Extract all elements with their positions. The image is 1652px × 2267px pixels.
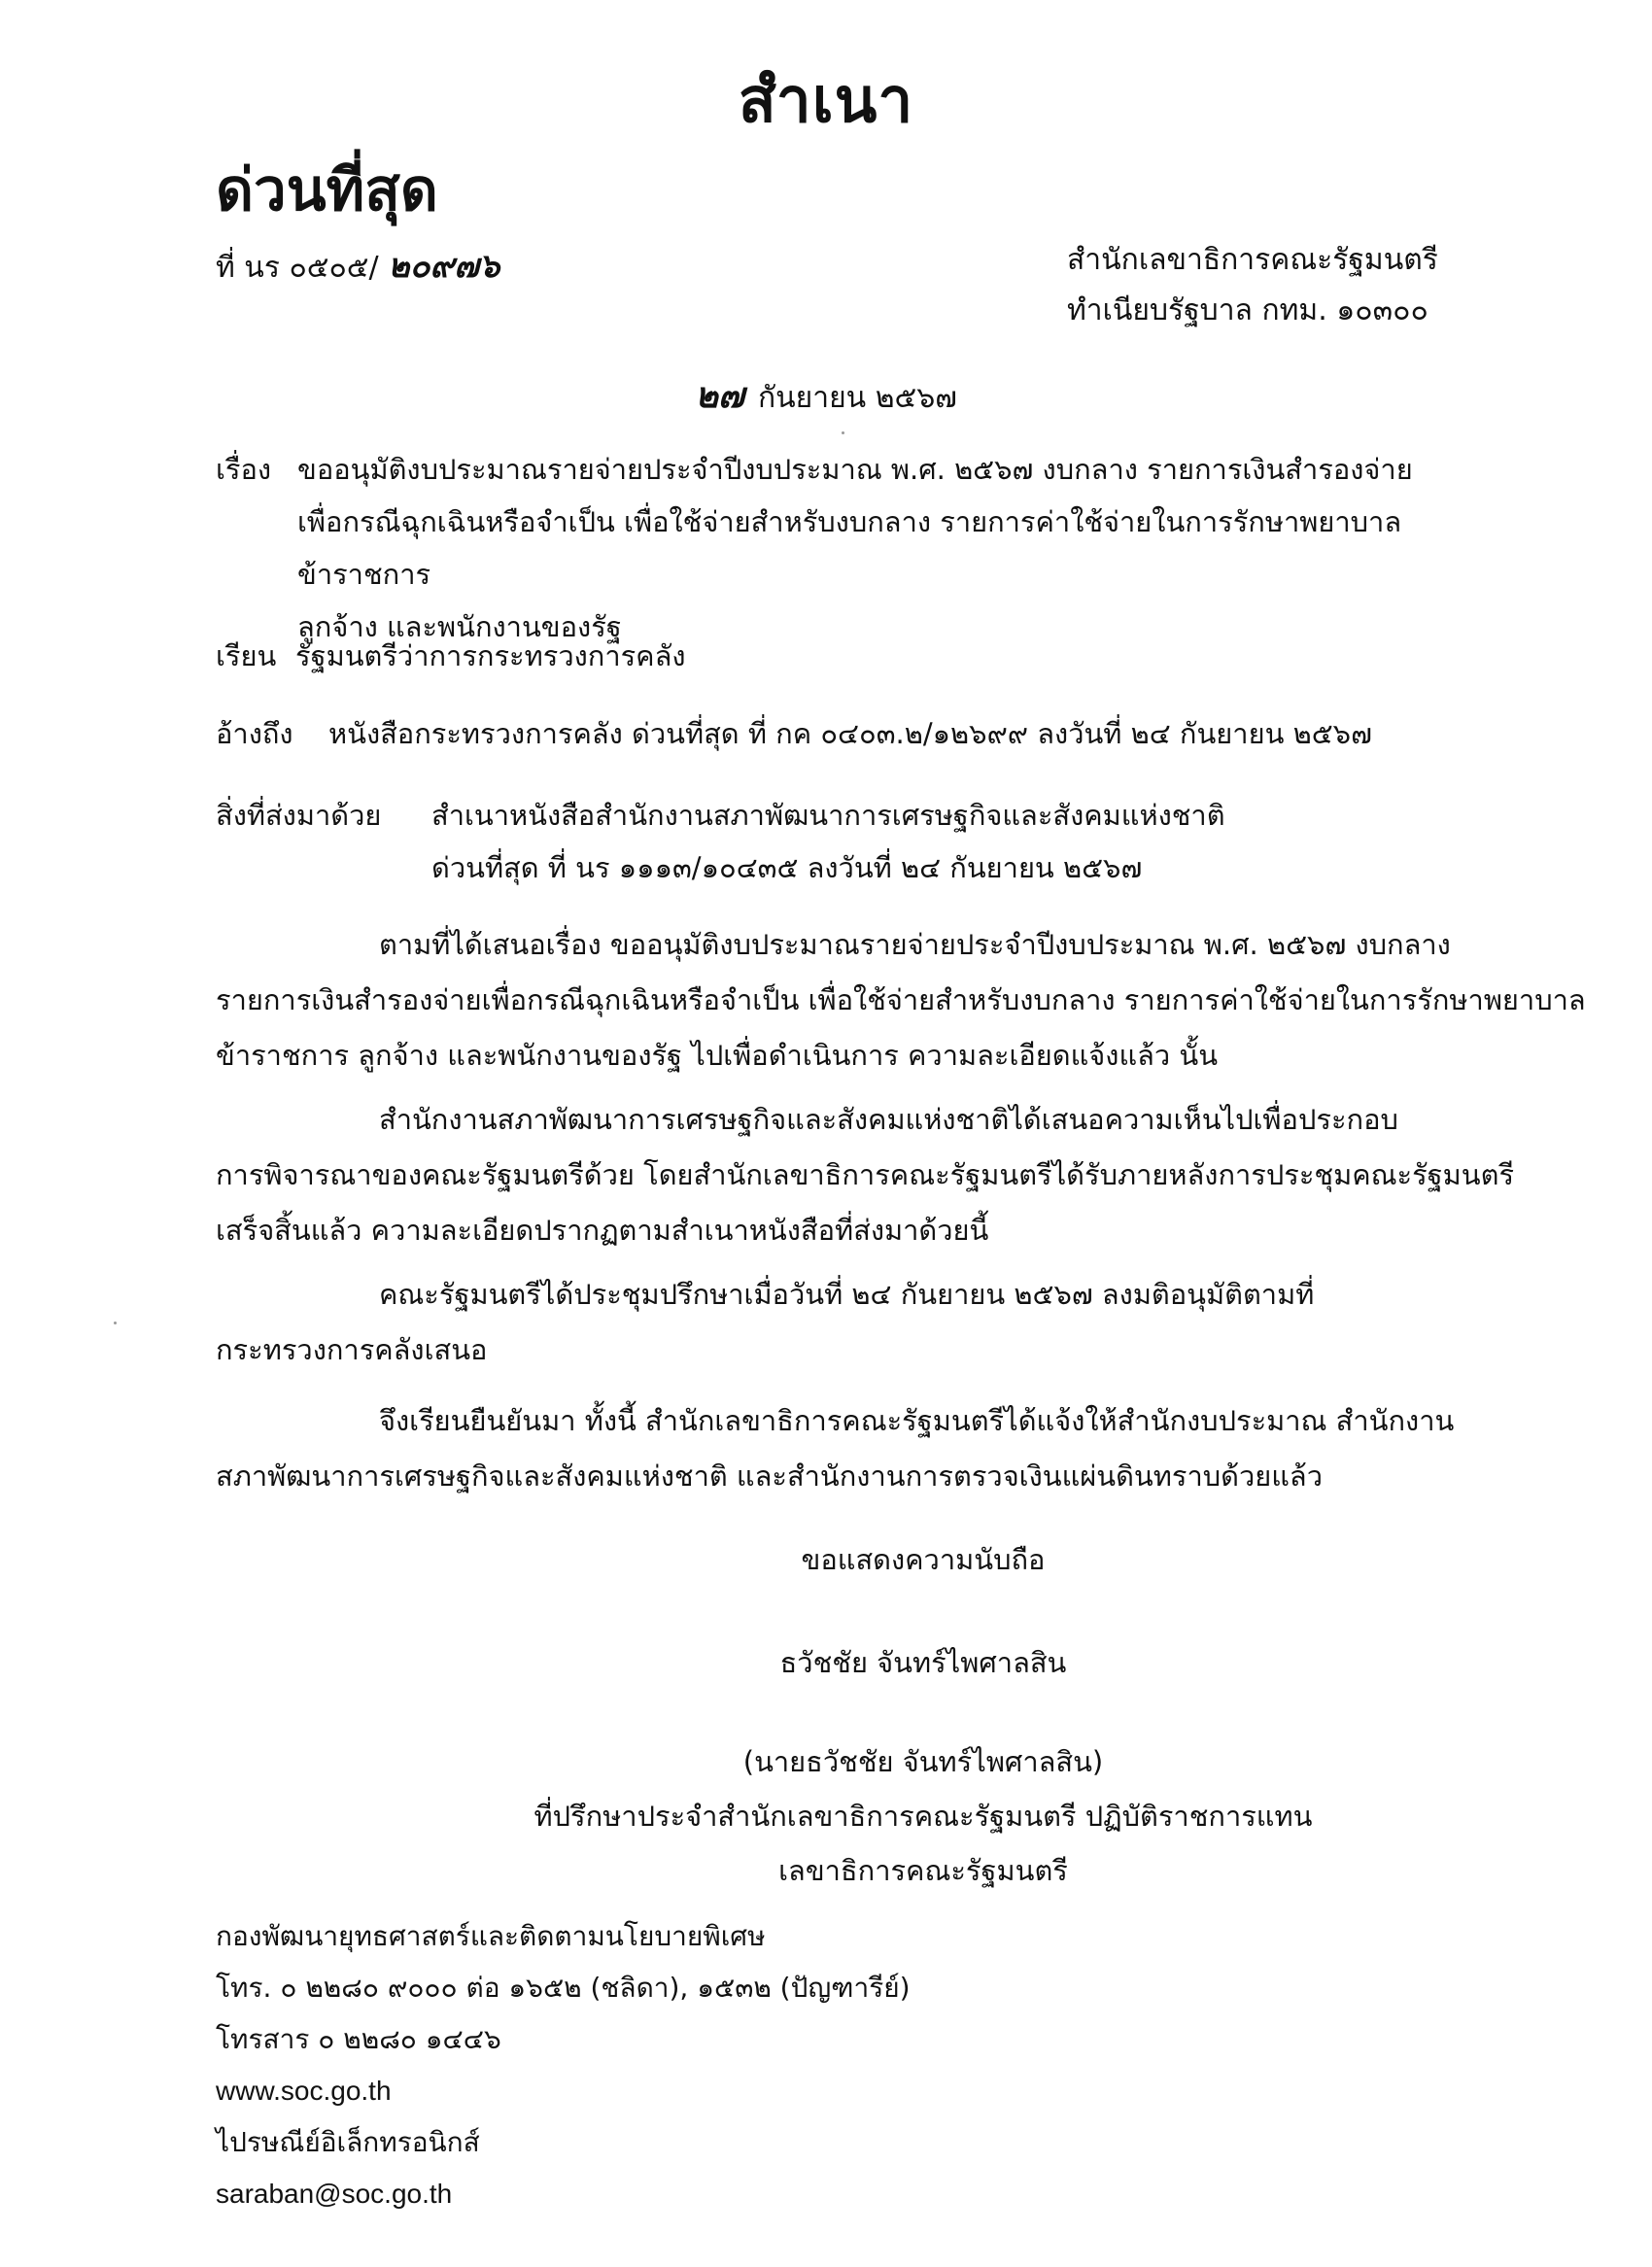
enclosure-label: สิ่งที่ส่งมาด้วย — [216, 799, 382, 832]
reference-value: หนังสือกระทรวงการคลัง ด่วนที่สุด ที่ กค ๐๔๐๓.๒/๑๒๖๙๙ ลงวันที่ ๒๔ กันยายน ๒๕๖๗ — [328, 717, 1372, 750]
reference-number-handwritten: ๒๐๙๗๖ — [388, 247, 500, 286]
scan-speck — [114, 1322, 117, 1324]
reference-label: อ้างถึง — [216, 717, 293, 750]
sender-office-block — [1067, 235, 1438, 336]
signatory-name: (นายธวัชชัย จันทร์ไพศาลสิน) — [742, 1745, 1104, 1778]
subject-value — [297, 443, 1483, 653]
subject-line: ขออนุมัติงบประมาณรายจ่ายประจำปีงบประมาณ พ.ศ. ๒๕๖๗ งบกลาง รายการเงินสำรองจ่าย — [297, 453, 1413, 486]
copy-stamp-heading: สำเนา — [738, 65, 914, 137]
subject-field — [216, 443, 1479, 643]
addressee-value: รัฐมนตรีว่าการกระทรวงการคลัง — [295, 639, 686, 672]
paragraph-line: เสร็จสิ้นแล้ว ความละเอียดปรากฏตามสำเนาหนังสือที่ส่งมาด้วยนี้ — [216, 1214, 989, 1247]
paragraph-line: กระทรวงการคลังเสนอ — [216, 1333, 488, 1366]
signatory-title-line-2: เลขาธิการคณะรัฐมนตรี — [778, 1854, 1068, 1887]
closing-salutation: ขอแสดงความนับถือ — [801, 1543, 1046, 1576]
paragraph-line: จึงเรียนยืนยันมา ทั้งนี้ สำนักเลขาธิการคณะรัฐมนตรีได้แจ้งให้สำนักงบประมาณ สำนักงาน — [379, 1404, 1455, 1437]
body-paragraph-4 — [216, 1393, 1479, 1504]
footer-website-link[interactable]: www.soc.go.th — [216, 2076, 392, 2106]
paragraph-line: ข้าราชการ ลูกจ้าง และพนักงานของรัฐ ไปเพื่อดำเนินการ ความละเอียดแจ้งแล้ว นั้น — [216, 1039, 1219, 1072]
body-paragraph-2 — [216, 1092, 1515, 1258]
subject-label: เรื่อง — [216, 453, 272, 486]
subject-line: ลูกจ้าง และพนักงานของรัฐ — [297, 610, 622, 643]
body-paragraph-1 — [216, 917, 1586, 1083]
footer-fax: โทรสาร ๐ ๒๒๘๐ ๑๔๔๖ — [216, 2023, 501, 2055]
footer-email-row — [216, 2116, 911, 2219]
footer-division: กองพัฒนายุทธศาสตร์และติดตามนโยบายพิเศษ — [216, 1920, 766, 1952]
addressee-label: เรียน — [216, 639, 277, 672]
paragraph-line: รายการเงินสำรองจ่ายเพื่อกรณีฉุกเฉินหรือจำเป็น เพื่อใช้จ่ายสำหรับงบกลาง รายการค่าใช้จ่ายในการรักษาพยาบาล — [216, 983, 1586, 1016]
reference-number-prefix: ที่ นร ๐๕๐๕/ — [216, 251, 379, 285]
signature: ธวัชชัย จันทร์ไพศาลสิน — [779, 1646, 1067, 1679]
signatory-title: ที่ปรึกษาประจำสำนักเลขาธิการคณะรัฐมนตรี ปฏิบัติราชการแทน — [533, 1800, 1313, 1833]
body-paragraph-3 — [216, 1267, 1479, 1378]
date-month-year: กันยายน ๒๕๖๗ — [758, 381, 957, 415]
reference-field — [216, 707, 1372, 760]
contact-footer — [216, 1910, 911, 2219]
enclosure-line: สำเนาหนังสือสำนักงานสภาพัฒนาการเศรษฐกิจและสังคมแห่งชาติ — [431, 799, 1225, 832]
paragraph-line: การพิจารณาของคณะรัฐมนตรีด้วย โดยสำนักเลขาธิการคณะรัฐมนตรีได้รับภายหลังการประชุมคณะรัฐมนตรี — [216, 1158, 1515, 1191]
office-name: สำนักเลขาธิการคณะรัฐมนตรี — [1067, 243, 1438, 277]
enclosure-value — [431, 789, 1225, 894]
urgency-heading: ด่วนที่สุด — [216, 156, 438, 224]
subject-line: เพื่อกรณีฉุกเฉินหรือจำเป็น เพื่อใช้จ่ายสำหรับงบกลาง รายการค่าใช้จ่ายในการรักษาพยาบาลข้าราชการ — [297, 505, 1402, 591]
enclosure-line: ด่วนที่สุด ที่ นร ๑๑๑๓/๑๐๔๓๕ ลงวันที่ ๒๔ กันยายน ๒๕๖๗ — [431, 851, 1143, 884]
footer-email-link[interactable]: saraban@soc.go.th — [216, 2179, 453, 2209]
scan-speck — [842, 431, 844, 434]
paragraph-line: คณะรัฐมนตรีได้ประชุมปรึกษาเมื่อวันที่ ๒๔ กันยายน ๒๕๖๗ ลงมติอนุมัติตามที่ — [379, 1278, 1315, 1311]
enclosure-field — [216, 789, 1479, 884]
office-address: ทำเนียบรัฐบาล กทม. ๑๐๓๐๐ — [1067, 293, 1428, 327]
footer-phone: โทร. ๐ ๒๒๘๐ ๙๐๐๐ ต่อ ๑๖๕๒ (ชลิดา), ๑๕๓๒ (ปัญฑารีย์) — [216, 1972, 911, 2004]
paragraph-line: สภาพัฒนาการเศรษฐกิจและสังคมแห่งชาติ และสำนักงานการตรวจเงินแผ่นดินทราบด้วยแล้ว — [216, 1460, 1323, 1493]
addressee-field — [216, 630, 686, 682]
footer-email-label: ไปรษณีย์อิเล็กทรอนิกส์ — [216, 2126, 480, 2158]
date-day-handwritten: ๒๗ — [695, 376, 744, 416]
paragraph-line: ตามที่ได้เสนอเรื่อง ขออนุมัติงบประมาณรายจ่ายประจำปีงบประมาณ พ.ศ. ๒๕๖๗ งบกลาง — [379, 928, 1451, 961]
paragraph-line: สำนักงานสภาพัฒนาการเศรษฐกิจและสังคมแห่งชาติได้เสนอความเห็นไปเพื่อประกอบ — [379, 1103, 1398, 1136]
document-date — [0, 367, 1652, 423]
reference-number — [216, 239, 499, 292]
